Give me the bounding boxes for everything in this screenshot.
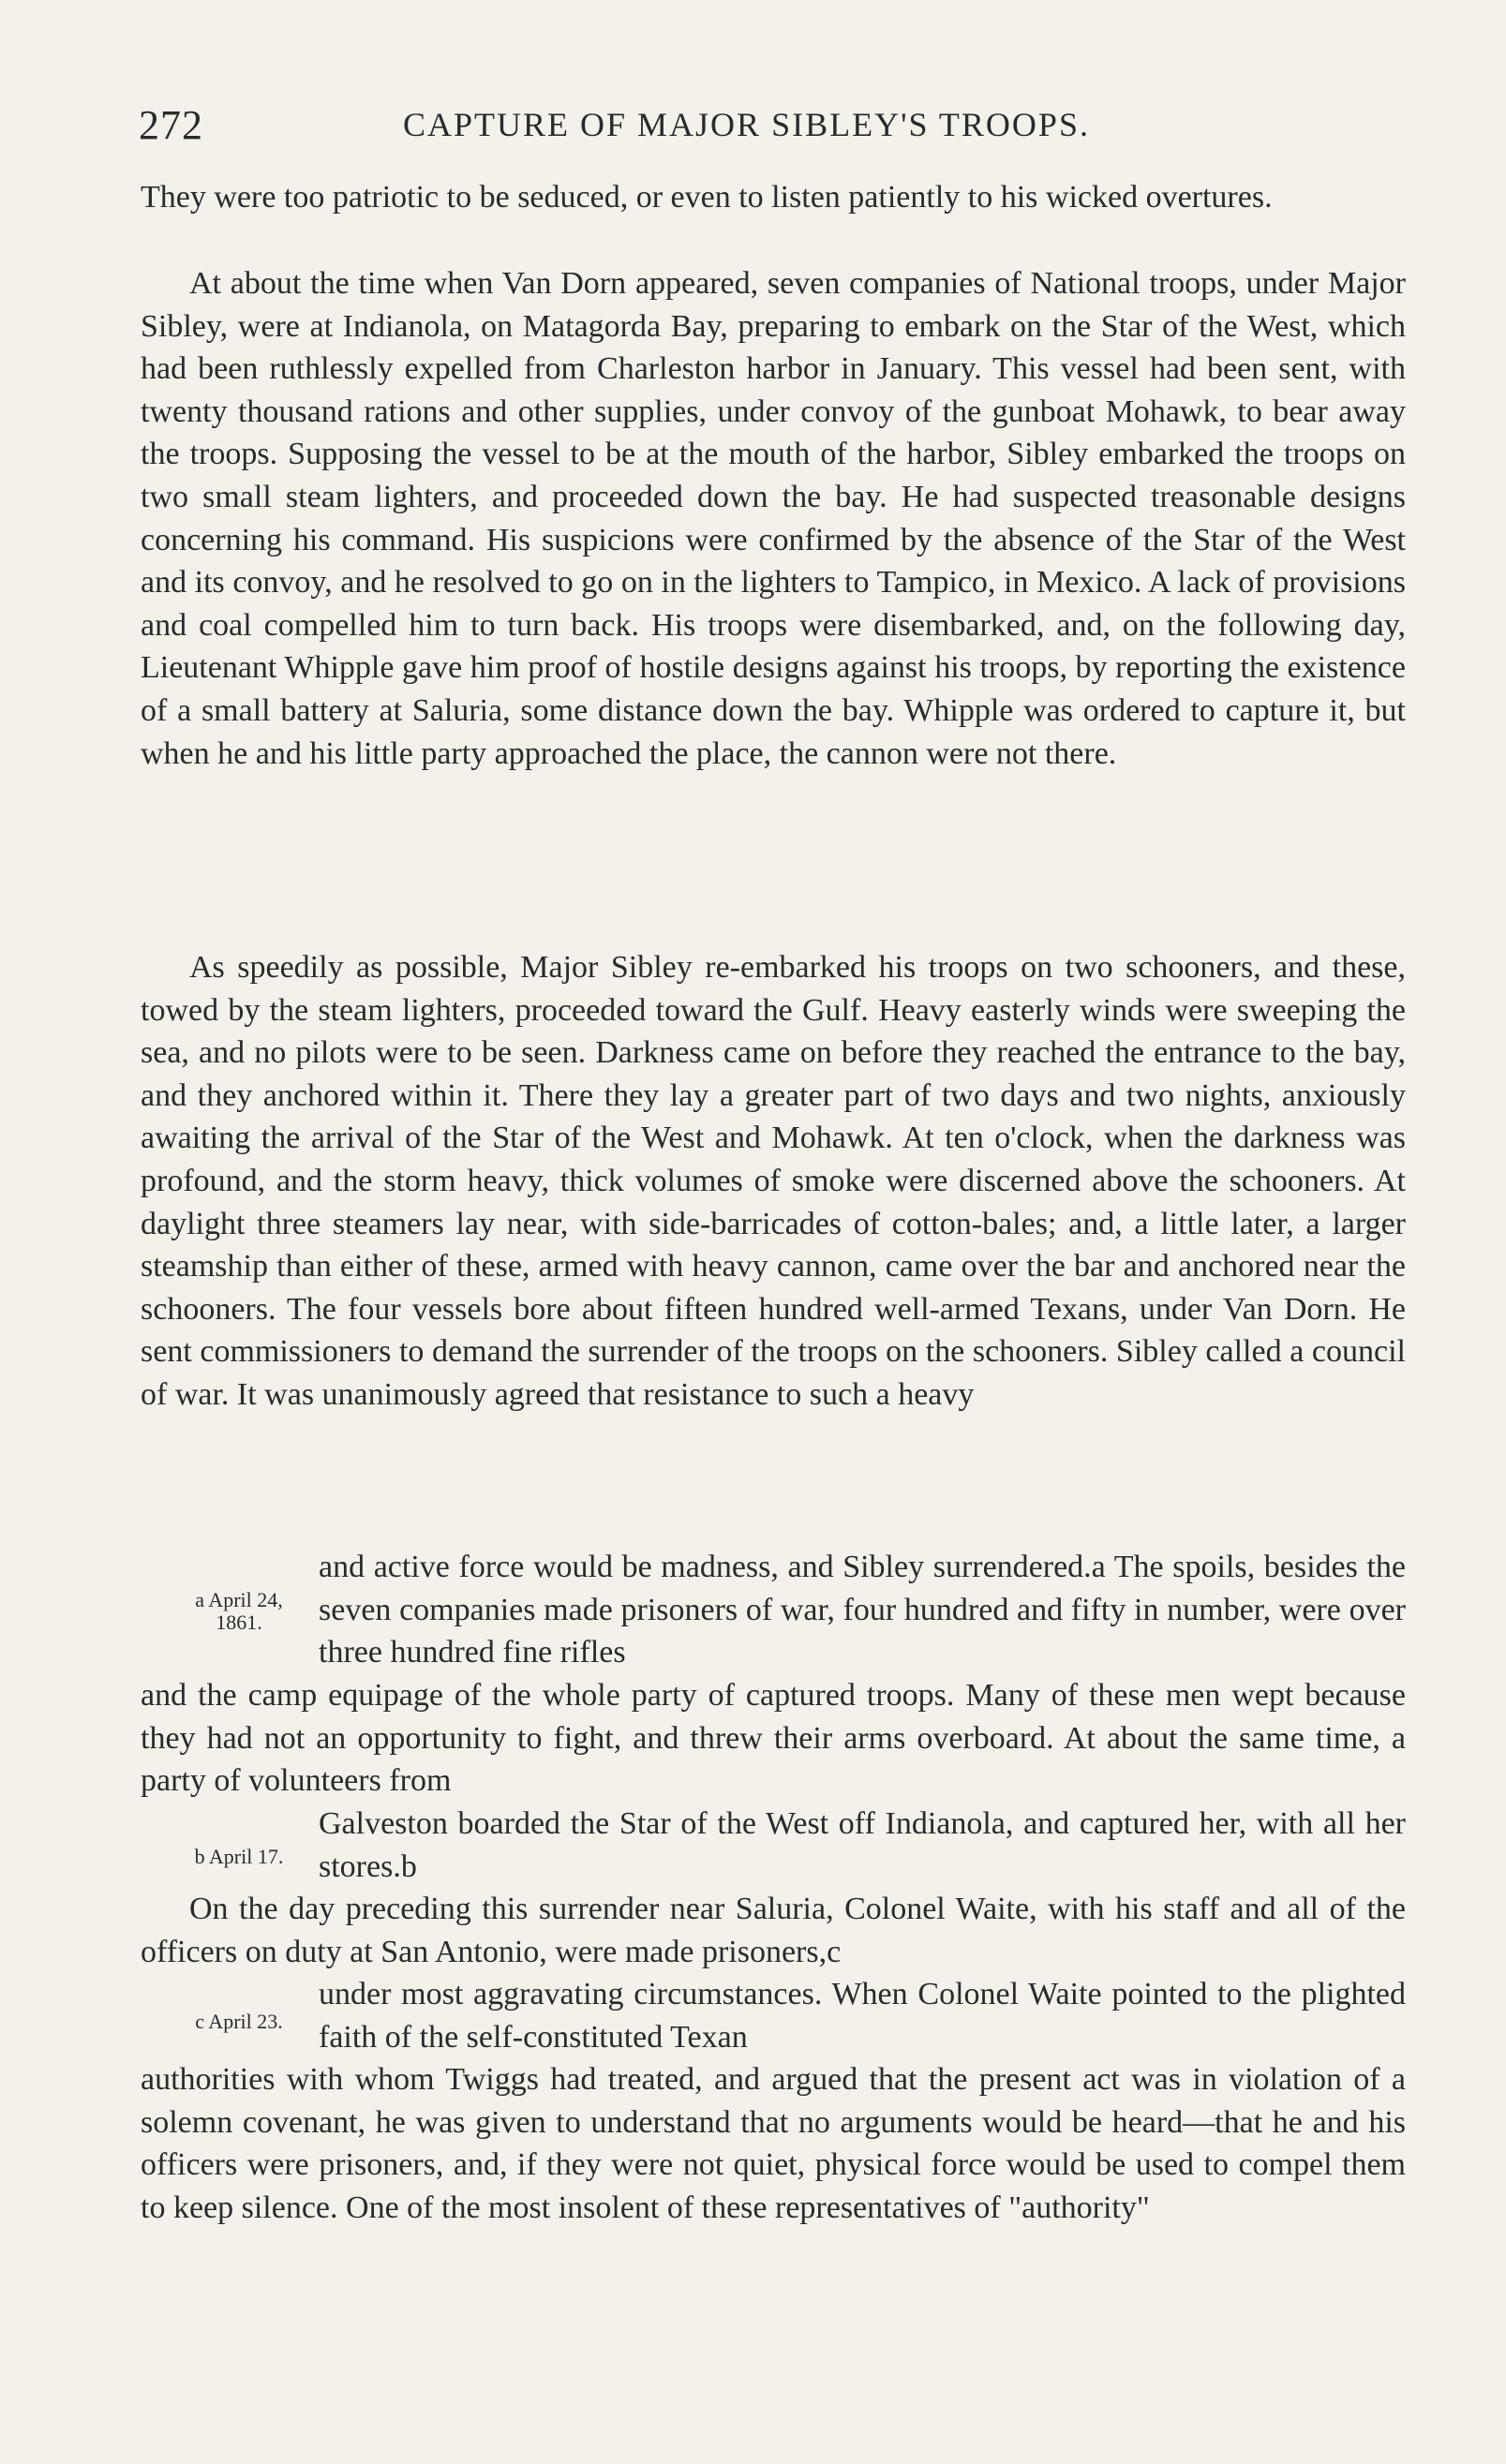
page-number: 272	[139, 102, 203, 148]
paragraph-1: They were too patriotic to be seduced, or even to listen patiently to his wicked overtures.	[141, 180, 1273, 215]
paragraph-3: As speedily as possible, Major Sibley re-embarked his troops on two schooners, and these, towed by the steam lighters, proceeded toward the Gulf. Heavy easterly winds were sweeping the sea, and no pilots were to be seen. Darkness came on before they reached the entrance to the bay, and they anchored within it. There they lay a greater part of two days and two nights, anxiously awaiting the arrival of the Star of the West and Mohawk. At ten o'clock, when the darkness was profound, and the storm heavy, thick volumes of smoke were discerned above the schooners. At daylight three steamers lay near, with side-barricades of cotton-bales; and, a little later, a larger steamship than either of these, armed with heavy cannon, came over the bar and anchored near the schooners. The four vessels bore about fifteen hundred well-armed Texans, under Van Dorn. He sent commissioners to demand the surrender of the troops on the schooners. Sibley called a council of war. It was unanimously agreed that resistance to such a heavy	[141, 950, 1406, 1412]
paragraph-3-cont-b: and the camp equipage of the whole party of captured troops. Many of these men wept because they had not an opportunity to fight, and threw their arms overboard. At about the same time, a party of volunteers from	[141, 1678, 1406, 1799]
sidenote-c: c April 23.	[195, 2010, 283, 2033]
paragraph-3-cont-c: Galveston boarded the Star of the West off Indianola, and captured her, with all her stores.b	[319, 1806, 1406, 1884]
paragraph-2: At about the time when Van Dorn appeared, seven companies of National troops, under Major Sibley, were at Indianola, on Matagorda Bay, preparing to embark on the Star of the West, which had been ruthlessly expelled from Charleston harbor in January. This vessel had been sent, with twenty thousand rations and other supplies, under convoy of the gunboat Mohawk, to bear away the troops. Supposing the vessel to be at the mouth of the harbor, Sibley embarked the troops on two small steam lighters, and proceeded down the bay. He had suspected treasonable designs concerning his command. His suspicions were confirmed by the absence of the Star of the West and its convoy, and he resolved to go on in the lighters to Tampico, in Mexico. A lack of provisions and coal compelled him to turn back. His troops were disembarked, and, on the following day, Lieutenant Whipple gave him proof of hostile designs against his troops, by reporting the existence of a small battery at Saluria, some distance down the bay. Whipple was ordered to capture it, but when he and his little party approached the place, the cannon were not there.	[141, 266, 1406, 771]
paragraph-3-cont-a: and active force would be madness, and Sibley surrendered.a The spoils, besides the seven companies made prisoners of war, four hundred and fifty in number, were over three hundred fine rifles	[319, 1550, 1406, 1670]
running-head: CAPTURE OF MAJOR SIBLEY'S TROOPS.	[403, 106, 1090, 143]
sidenote-b: b April 17.	[194, 1845, 284, 1868]
paragraph-4-cont-a: under most aggravating circumstances. When Colonel Waite pointed to the plighted faith of the self-constituted Texan	[319, 1977, 1406, 2055]
sidenote-a: a April 24, 1861.	[195, 1588, 283, 1634]
paragraph-4: On the day preceding this surrender near Saluria, Colonel Waite, with his staff and all of the officers on duty at San Antonio, were made prisoners,c	[141, 1892, 1406, 1969]
paragraph-4-cont-b: authorities with whom Twiggs had treated, and argued that the present act was in violation of a solemn covenant, he was given to understand that no arguments would be heard—that he and his officers were prisoners, and, if they were not quiet, physical force would be used to compel them to keep silence. One of the most insolent of these representatives of "authority"	[141, 2062, 1406, 2225]
